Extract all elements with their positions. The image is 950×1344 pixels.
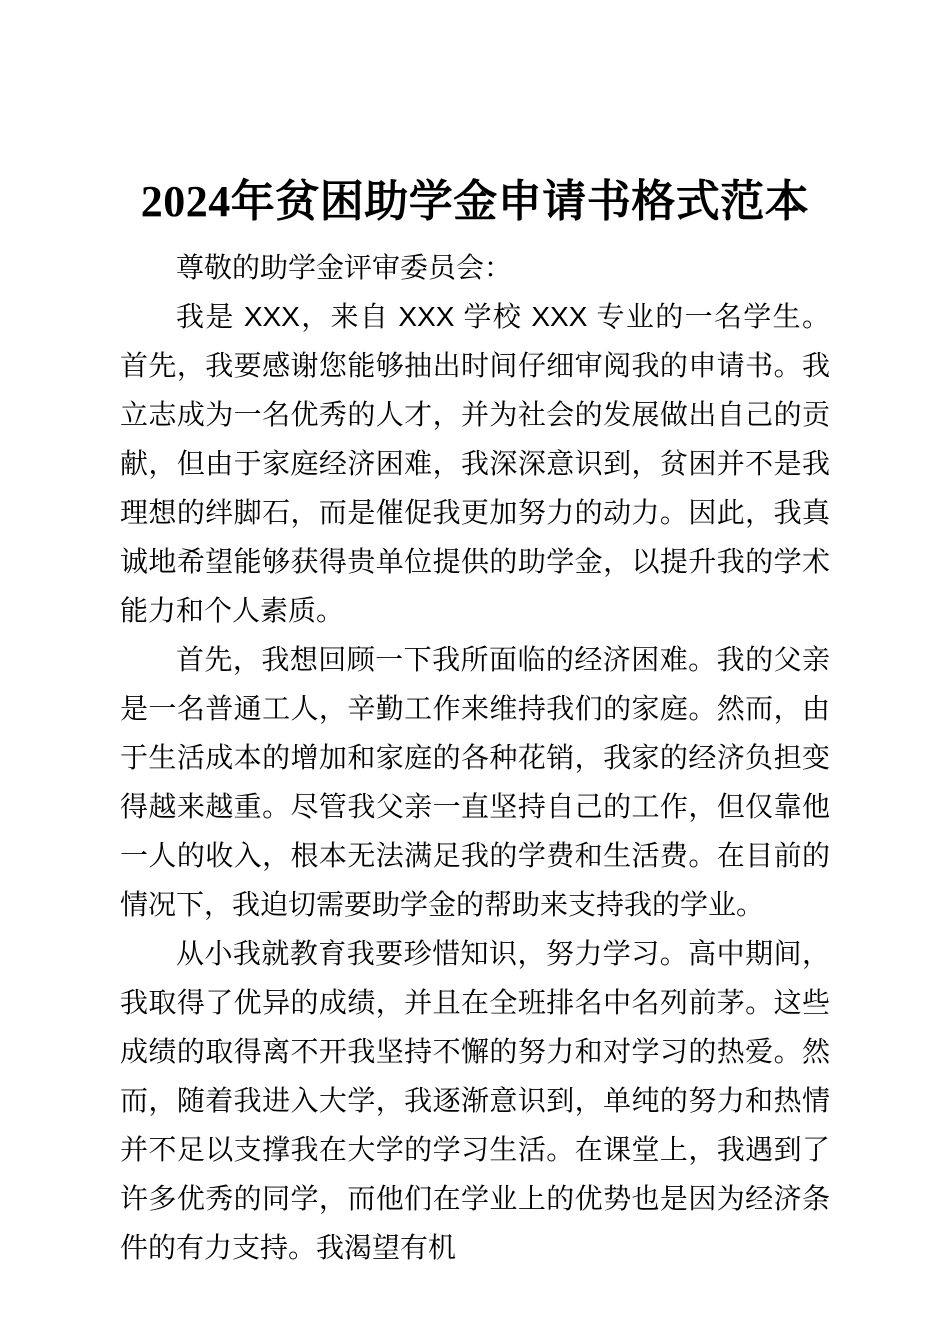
document-body bbox=[120, 243, 830, 1272]
page-title: 2024年贫困助学金申请书格式范本 bbox=[140, 177, 810, 226]
body-paragraph-2: 首先，我想回顾一下我所面临的经济困难。我的父亲是一名普通工人，辛勤工作来维持我们的家庭。然而，由于生活成本的增加和家庭的各种花销，我家的经济负担变得越来越重。尽管我父亲一直坚持自己的工作，但仅靠他一人的收入，根本无法满足我的学费和生活费。在目前的情况下，我迫切需要助学金的帮助来支持我的学业。 bbox=[120, 644, 830, 920]
salutation-line: 尊敬的助学金评审委员会： bbox=[176, 252, 513, 283]
body-paragraph-1: 我是 XXX，来自 XXX 学校 XXX 专业的一名学生。首先，我要感谢您能够抽出时间仔细审阅我的申请书。我立志成为一名优秀的人才，并为社会的发展做出自己的贡献，但由于家庭经济困难，我深深意识到，贫困并不是我理想的绊脚石，而是催促我更加努力的动力。因此，我真诚地希望能够获得贵单位提供的助学金，以提升我的学术能力和个人素质。 bbox=[120, 301, 830, 626]
body-paragraph-3: 从小我就教育我要珍惜知识，努力学习。高中期间，我取得了优异的成绩，并且在全班排名中名列前茅。这些成绩的取得离不开我坚持不懈的努力和对学习的热爱。然而，随着我进入大学，我逐渐意识到，单纯的努力和热情并不足以支撑我在大学的学习生活。在课堂上，我遇到了许多优秀的同学，而他们在学业上的优势也是因为经济条件的有力支持。我渴望有机 bbox=[120, 938, 830, 1263]
